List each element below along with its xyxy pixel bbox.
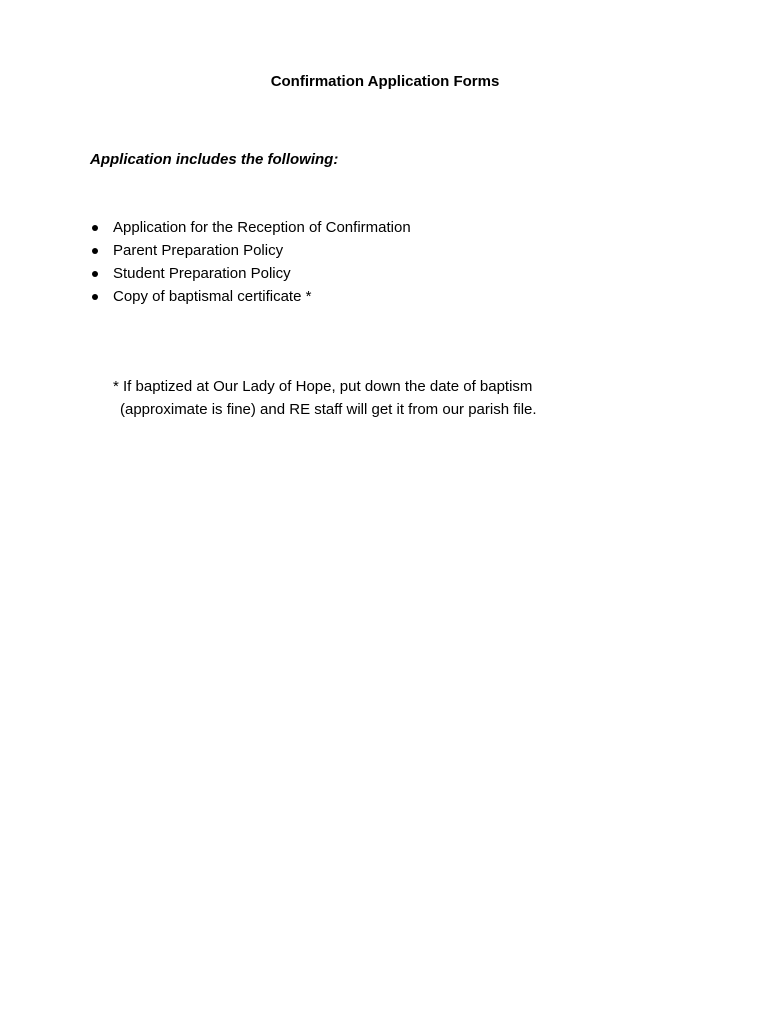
bullet-icon (92, 271, 98, 277)
bullet-icon (92, 294, 98, 300)
list-item (90, 218, 411, 241)
footnote-line-2: (approximate is fine) and RE staff will get it from our parish file. (120, 401, 537, 418)
bullet-icon (92, 225, 98, 231)
list-item-text: Copy of baptismal certificate * (113, 288, 312, 305)
list-item (90, 241, 411, 264)
baptism-footnote (113, 375, 673, 421)
footnote-line-1: * If baptized at Our Lady of Hope, put down the date of baptism (113, 378, 533, 395)
document-title: Confirmation Application Forms (270, 73, 500, 90)
bullet-icon (92, 248, 98, 254)
list-item (90, 287, 411, 310)
list-item-text: Student Preparation Policy (113, 265, 291, 282)
list-item-text: Parent Preparation Policy (113, 242, 284, 259)
intro-heading: Application includes the following: (90, 151, 339, 168)
list-item-text: Application for the Reception of Confirmation (113, 219, 411, 236)
requirements-list (90, 218, 411, 310)
list-item (90, 264, 411, 287)
